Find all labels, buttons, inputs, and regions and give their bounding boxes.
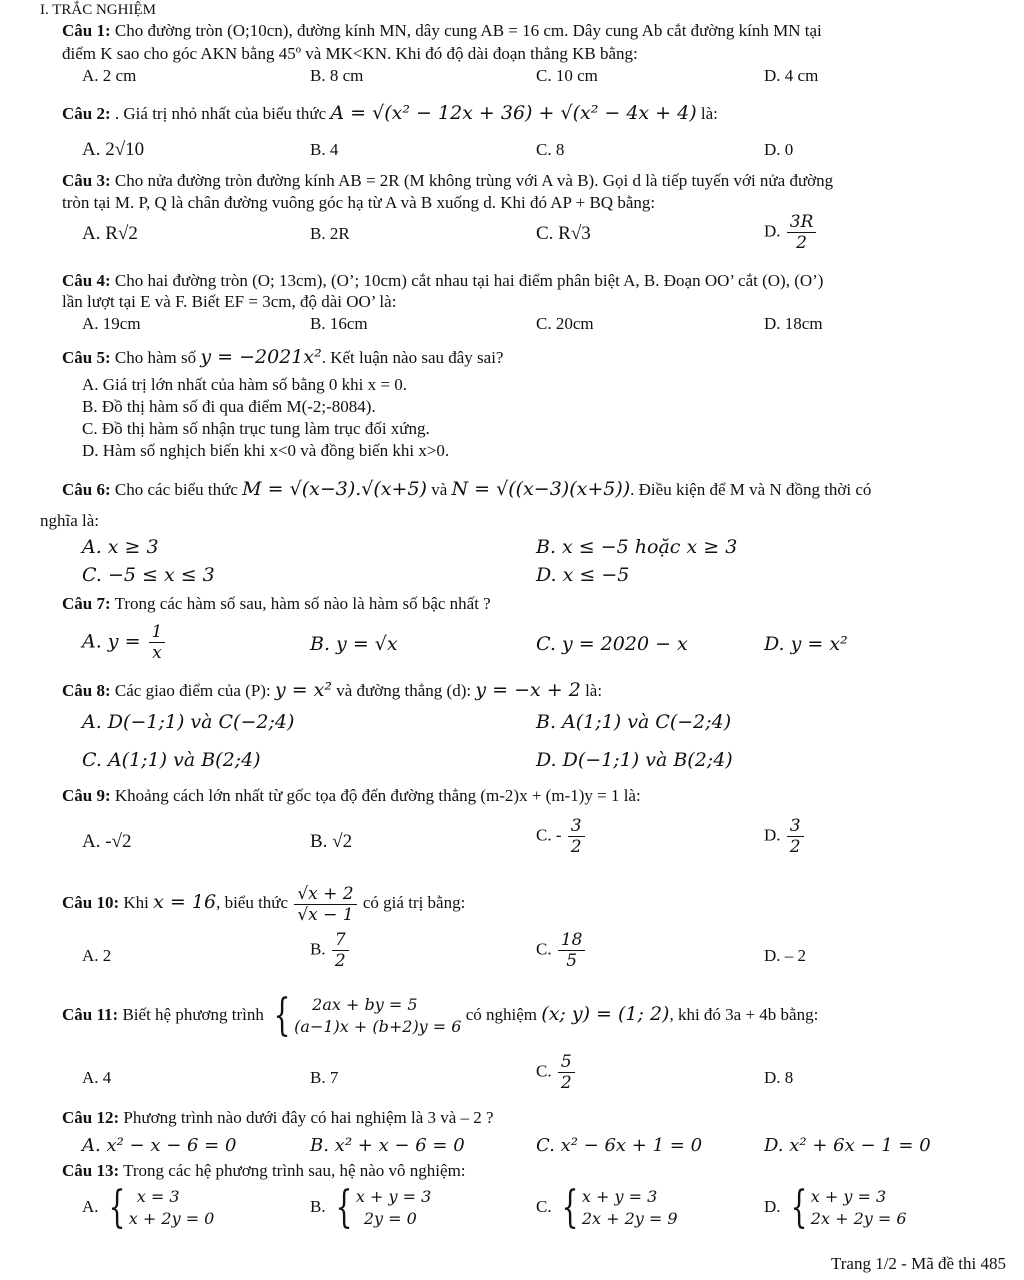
option-d: D. 0 <box>764 140 794 159</box>
fraction <box>294 884 356 925</box>
question-label: Câu 5: <box>62 348 111 367</box>
option-a: A. D(−1;1) và C(−2;4) <box>82 711 295 733</box>
option-d: D. 8 <box>764 1068 794 1087</box>
fraction <box>332 930 349 971</box>
equation: (a−1)x + (b+2)y = 6 <box>294 1017 462 1037</box>
fraction <box>149 622 166 663</box>
question-1-line-2 <box>62 43 1010 64</box>
option-c <box>536 930 587 971</box>
option-c: C. y = 2020 − x <box>536 633 688 655</box>
fraction <box>568 816 585 857</box>
equation-system <box>556 1182 678 1233</box>
option-b: B. Đồ thị hàm số đi qua điểm M(-2;-8084). <box>82 397 376 416</box>
equation-system <box>103 1182 215 1233</box>
equation: 2x + 2y = 6 <box>810 1209 907 1228</box>
expression: (x; y) = (1; 2) <box>541 1003 670 1025</box>
expression: x = 16 <box>153 891 217 913</box>
option-a: A. Giá trị lớn nhất của hàm số bằng 0 khi x = 0. <box>82 375 407 394</box>
denominator: 2 <box>560 1073 572 1093</box>
option-b <box>310 1182 432 1233</box>
brace: { <box>273 990 291 1042</box>
question-text: và <box>431 480 448 499</box>
question-4 <box>62 270 1010 291</box>
question-13 <box>62 1160 1010 1181</box>
fraction <box>787 212 817 253</box>
question-text: có giá trị bằng: <box>362 893 466 912</box>
question-4-line-2 <box>62 291 1010 312</box>
question-text: , biểu thức <box>216 893 289 912</box>
question-label: Câu 10: <box>62 893 120 912</box>
option-c <box>536 1182 678 1233</box>
equation: 2ax + by = 5 <box>312 995 418 1015</box>
question-text: Cho các biểu thức <box>114 480 238 499</box>
equation: 2x + 2y = 9 <box>581 1209 678 1228</box>
option-label: A. <box>82 1196 99 1216</box>
expression: y = x² <box>274 679 333 701</box>
page-footer: Trang 1/2 - Mã đề thi 485 <box>830 1254 1006 1273</box>
expression-n: N = √((x−3)(x+5)) <box>451 478 631 500</box>
expression: y = −x + 2 <box>475 679 581 701</box>
option-b: B. √2 <box>310 831 353 852</box>
numerator: 3 <box>568 816 585 837</box>
question-text: Phương trình nào dưới đây có hai nghiệm là 3 và – 2 ? <box>123 1108 494 1127</box>
option-label: C. - <box>536 825 562 845</box>
denominator: 5 <box>566 951 578 971</box>
question-label: Câu 2: <box>62 104 111 123</box>
question-text: lần lượt tại E và F. Biết EF = 3cm, độ dài OO’ là: <box>62 292 397 311</box>
question-text: là: <box>700 104 718 123</box>
option-d: D. – 2 <box>764 946 807 965</box>
option-label: C. <box>536 1196 552 1216</box>
question-6 <box>62 476 1010 503</box>
question-text: và đường thẳng (d): <box>336 681 472 700</box>
option-label: B. <box>310 1196 326 1216</box>
option-a: A. x ≥ 3 <box>82 536 159 558</box>
question-text: Trong các hệ phương trình sau, hệ nào vô nghiệm: <box>123 1161 466 1180</box>
question-text: Cho đường tròn (O;10cn), đường kính MN, dây cung AB = 16 cm. Dây cung Ab cắt đường kính MN tại <box>114 21 822 40</box>
option-a <box>82 1182 215 1233</box>
option-d <box>764 1182 907 1233</box>
equation: x = 3 <box>136 1187 180 1206</box>
equation-system <box>330 1182 432 1233</box>
question-3 <box>62 170 1010 191</box>
question-text: Khoảng cách lớn nhất từ gốc tọa độ đến đường thẳng (m-2)x + (m-1)y = 1 là: <box>114 786 641 805</box>
option-a <box>82 622 167 663</box>
section-heading: I. TRẮC NGHIỆM <box>40 2 156 18</box>
question-text: . Kết luận nào sau đây sai? <box>321 348 504 367</box>
question-text: điểm K sao cho góc AKN bằng 45º và MK<KN. Khi đó độ dài đoạn thẳng KB bằng: <box>62 44 638 63</box>
question-label: Câu 12: <box>62 1108 120 1127</box>
denominator: 2 <box>796 233 807 253</box>
denominator: √x − 1 <box>297 904 354 925</box>
numerator: 3R <box>787 212 817 233</box>
option-c <box>536 816 587 857</box>
option-c: C. 10 cm <box>536 66 598 85</box>
option-d: D. x ≤ −5 <box>536 564 630 586</box>
option-label: C. <box>536 1061 552 1081</box>
option-c: C. 20cm <box>536 314 594 333</box>
question-label: Câu 13: <box>62 1161 120 1180</box>
option-a: A. R√2 <box>82 223 138 244</box>
option-label: D. <box>764 1196 781 1216</box>
question-label: Câu 9: <box>62 786 111 805</box>
fraction <box>787 816 804 857</box>
option-b: B. 4 <box>310 140 339 159</box>
option-c: C. R√3 <box>536 223 591 244</box>
denominator: 2 <box>334 951 346 971</box>
question-text: , khi đó 3a + 4b bằng: <box>669 1005 819 1024</box>
question-text: Cho hai đường tròn (O; 13cm), (O’; 10cm) cắt nhau tại hai điểm phân biệt A, B. Đoạn OO’ cắt (O), (O’) <box>114 271 824 290</box>
question-text: có nghiệm <box>465 1005 538 1024</box>
option-c: C. A(1;1) và B(2;4) <box>82 749 261 771</box>
equation: 2y = 0 <box>363 1209 417 1228</box>
option-c: C. 8 <box>536 140 565 159</box>
numerator: 18 <box>558 930 586 951</box>
question-5 <box>62 345 1010 370</box>
expression: A = √(x² − 12x + 36) + √(x² − 4x + 4) <box>330 102 697 124</box>
option-b: B. y = √x <box>310 633 398 655</box>
option-label: C. <box>536 939 552 959</box>
option-b: B. 8 cm <box>310 66 364 85</box>
question-7 <box>62 593 1010 614</box>
question-8 <box>62 678 1010 703</box>
fraction <box>558 930 586 971</box>
question-6-line-2 <box>40 510 1010 531</box>
option-label: A. y = <box>82 630 141 653</box>
option-b: B. 7 <box>310 1068 339 1087</box>
option-a: A. 2 <box>82 946 112 965</box>
option-d <box>764 816 806 857</box>
question-text: . Điều kiện để M và N đồng thời có <box>630 480 872 499</box>
question-label: Câu 1: <box>62 21 111 40</box>
numerator: √x + 2 <box>294 884 356 905</box>
option-d: D. x² + 6x − 1 = 0 <box>764 1135 931 1156</box>
option-b: B. 2R <box>310 224 350 243</box>
question-text: là: <box>585 681 603 700</box>
option-label: D. <box>764 221 781 241</box>
option-c <box>536 1052 577 1093</box>
question-label: Câu 8: <box>62 681 111 700</box>
denominator: 2 <box>570 837 582 857</box>
option-a: A. 19cm <box>82 314 141 333</box>
question-text: . Giá trị nhỏ nhất của biểu thức <box>114 104 327 123</box>
option-b: B. x² + x − 6 = 0 <box>310 1135 465 1156</box>
equation: x + y = 3 <box>355 1187 432 1206</box>
equation-system <box>785 1182 907 1233</box>
option-label: D. <box>764 825 781 845</box>
equation: x + 2y = 0 <box>128 1209 215 1228</box>
option-a: A. 4 <box>82 1068 112 1087</box>
denominator: x <box>152 643 162 663</box>
option-d <box>764 212 818 253</box>
question-text: Cho nửa đường tròn đường kính AB = 2R (M không trùng với A và B). Gọi d là tiếp tuyến với nửa đường <box>114 171 834 190</box>
brace: { <box>790 1182 808 1233</box>
question-text: Cho hàm số <box>114 348 197 367</box>
question-text: nghĩa là: <box>40 511 100 530</box>
option-c: C. x² − 6x + 1 = 0 <box>536 1135 703 1156</box>
brace: { <box>561 1182 579 1233</box>
brace: { <box>108 1182 126 1233</box>
numerator: 3 <box>787 816 804 837</box>
question-12 <box>62 1107 1010 1128</box>
option-d: D. D(−1;1) và B(2;4) <box>536 749 733 771</box>
question-3-line-2 <box>62 192 1010 213</box>
question-label: Câu 7: <box>62 594 111 613</box>
brace: { <box>335 1182 353 1233</box>
option-b: B. x ≤ −5 hoặc x ≥ 3 <box>536 536 738 558</box>
option-c: C. Đồ thị hàm số nhận trục tung làm trục đối xứng. <box>82 419 430 438</box>
question-text: Trong các hàm số sau, hàm số nào là hàm số bậc nhất ? <box>114 594 491 613</box>
option-b: B. 16cm <box>310 314 368 333</box>
question-11 <box>62 990 1010 1042</box>
question-text: tròn tại M. P, Q là chân đường vuông góc hạ từ A và B xuống d. Khi đó AP + BQ bằng: <box>62 193 656 212</box>
question-text: Các giao điểm của (P): <box>114 681 271 700</box>
question-text: Khi <box>123 893 149 912</box>
question-2 <box>62 100 1010 127</box>
option-c: C. −5 ≤ x ≤ 3 <box>82 564 215 586</box>
option-a: A. 2 cm <box>82 66 137 85</box>
question-10 <box>62 880 1010 925</box>
equation-system <box>268 990 462 1042</box>
option-label: B. <box>310 939 326 959</box>
option-a: A. x² − x − 6 = 0 <box>82 1135 237 1156</box>
option-b: B. A(1;1) và C(−2;4) <box>536 711 732 733</box>
expression: y = −2021x² <box>200 346 322 368</box>
question-1 <box>62 20 1010 41</box>
fraction <box>558 1052 575 1093</box>
option-d: D. Hàm số nghịch biến khi x<0 và đồng biến khi x>0. <box>82 441 450 460</box>
question-label: Câu 6: <box>62 480 111 499</box>
option-b <box>310 930 351 971</box>
option-d: D. y = x² <box>764 633 848 655</box>
option-d: D. 18cm <box>764 314 823 333</box>
question-label: Câu 11: <box>62 1005 119 1024</box>
option-d: D. 4 cm <box>764 66 819 85</box>
numerator: 7 <box>332 930 349 951</box>
denominator: 2 <box>789 837 801 857</box>
question-label: Câu 4: <box>62 271 111 290</box>
numerator: 1 <box>149 622 166 643</box>
option-a: A. -√2 <box>82 831 132 852</box>
question-text: Biết hệ phương trình <box>122 1005 264 1024</box>
equation: x + y = 3 <box>810 1187 887 1206</box>
question-label: Câu 3: <box>62 171 111 190</box>
option-a: A. 2√10 <box>82 139 145 160</box>
numerator: 5 <box>558 1052 575 1073</box>
question-9 <box>62 785 1010 806</box>
equation: x + y = 3 <box>581 1187 658 1206</box>
expression-m: M = √(x−3).√(x+5) <box>242 478 427 500</box>
